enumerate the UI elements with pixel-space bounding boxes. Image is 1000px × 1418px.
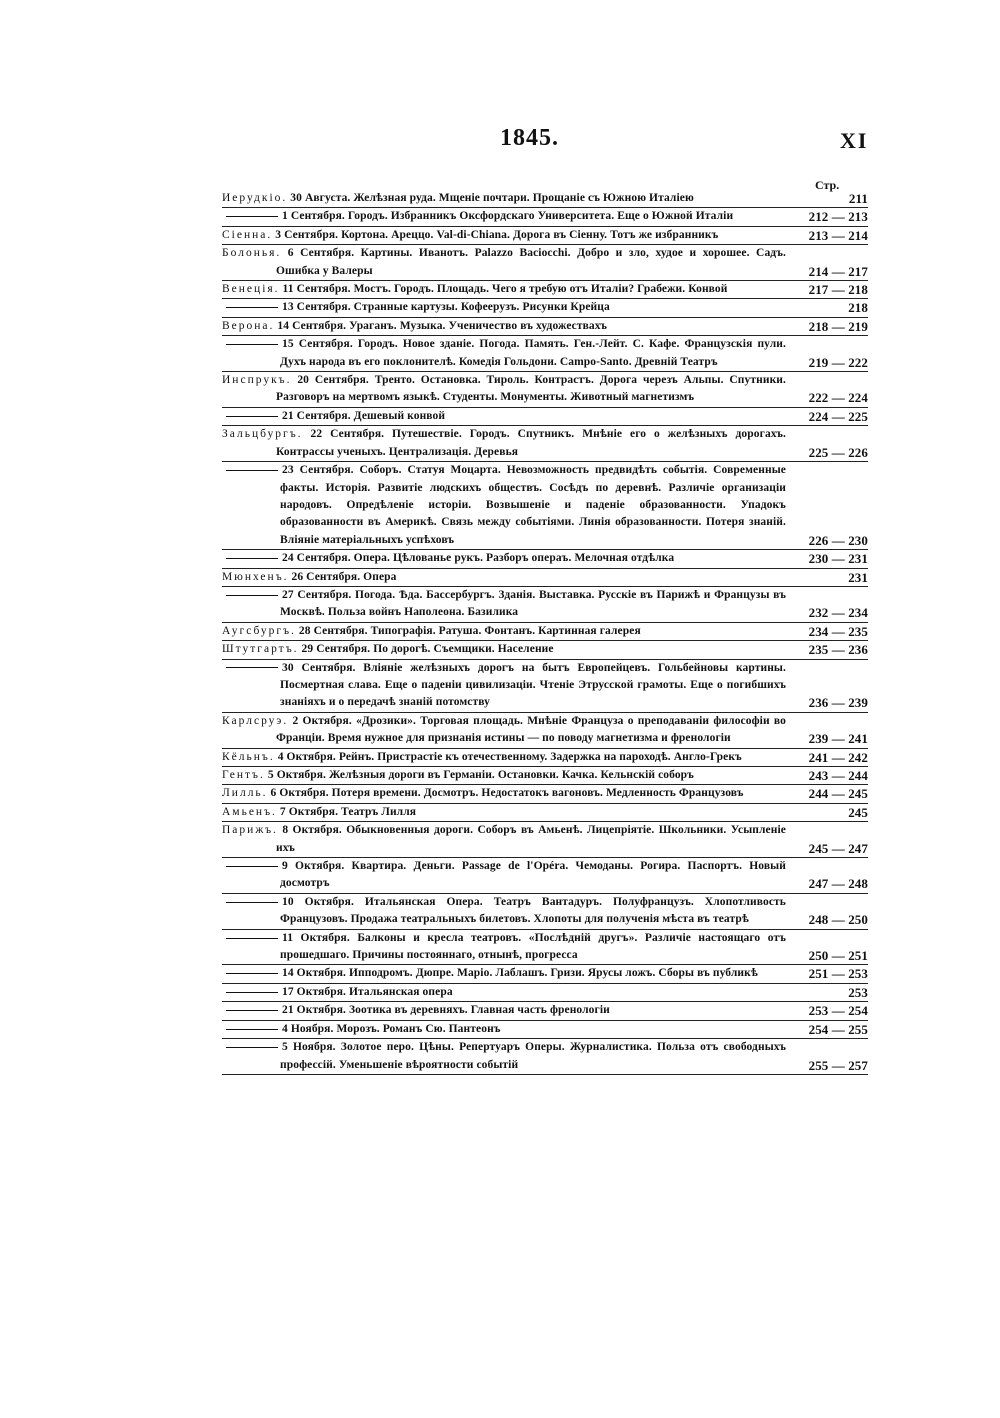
toc-place-name: Верона. [222,319,275,332]
toc-entry [222,623,868,641]
toc-entry-description: 2 Октября. «Дрозики». Торговая площадь. Мнѣніе Француза о преподаваніи философіи во Франціи. Время нужное для признанія истины — по поводу магнетизма и френологіи [276,714,786,745]
toc-entry [222,1002,868,1020]
toc-page-range: 247 — 248 [808,876,868,892]
toc-page-range: 250 — 251 [808,948,868,964]
toc-page-range: 241 — 242 [808,749,868,765]
toc-entry-text [222,462,786,549]
ditto-dash [226,558,278,559]
toc-entry-text [222,550,786,567]
toc-entry-text [222,408,786,425]
toc-page-range: 225 — 226 [808,444,868,460]
toc-page-range: 226 — 230 [808,532,868,548]
toc-place-name: Амьенъ. [222,805,277,818]
toc-entry-text [222,1021,786,1038]
toc-entry-text [222,281,786,298]
ditto-dash [226,667,278,668]
toc-entry-description: 30 Сентября. Вліяніе желѣзныхъ дорогъ на бытъ Европейцевъ. Гольбейновы картины. Посмертная слава. Еще о паденіи цивилизаціи. Чтеніе Этрусской грамоты. Еще о погибшихъ знаніяхъ и о передачѣ знаній потомству [280,661,786,709]
ditto-dash [226,866,278,867]
toc-entry-description: 8 Октября. Обыкновенныя дороги. Соборъ въ Амьенѣ. Лицепріятіе. Школьники. Усыпленіе ихъ [276,824,786,854]
toc-entry [222,894,868,930]
toc-place-name: Мюнхенъ. [222,570,289,583]
toc-page-range: 218 [848,300,868,316]
toc-page-range: 253 [848,984,868,1000]
toc-entry-text [222,641,786,658]
toc-page-range: 245 — 247 [808,840,868,856]
toc-entry [222,299,868,317]
toc-entry-description: 6 Сентября. Картины. Иванотъ. Palazzo Baciocchi. Добро и зло, худое и хорошее. Садъ. Ошибка у Валеры [276,247,786,277]
toc-entry-description: 21 Сентября. Дешевый конвой [282,409,446,422]
toc-entry [222,190,868,208]
toc-entry-text [222,227,786,244]
ditto-dash [226,992,278,993]
toc-place-name: Парижъ. [222,824,278,837]
toc-entry [222,1021,868,1039]
toc-page-range: 211 [848,191,868,206]
toc-entry-text [222,318,786,335]
toc-entry-description: 21 Октября. Зоотика въ деревняхъ. Главная часть френологіи [282,1004,610,1017]
toc-entry-description: 5 Ноября. Золотое перо. Цѣны. Репертуаръ Оперы. Журналистика. Польза отъ свободныхъ профессій. Уменьшеніе вѣроятности событій [280,1041,786,1071]
ditto-dash [226,595,278,596]
toc-entry-description: 26 Сентября. Опера [291,570,397,583]
toc-entry-description: 30 Августа. Желѣзная руда. Мщеніе почтари. Прощаніе съ Южною Италіею [290,192,694,204]
toc-entry-text [222,569,786,586]
toc-entry [222,462,868,550]
toc-entry-text [222,894,786,929]
toc-entry [222,930,868,966]
toc-entry-description: 10 Октября. Итальянская Опера. Театръ Вантадуръ. Полуфранцузъ. Хлопотливость Французовъ. Продажа театральныхъ билетовъ. Хлопоты для полученія мѣста въ театрѣ [280,895,786,926]
toc-entry [222,767,868,785]
toc-entry-text [222,713,786,748]
toc-entry-description: 28 Сентября. Типографія. Ратуша. Фонтанъ. Картинная галерея [298,624,641,637]
ditto-dash [226,216,278,217]
toc-entry [222,785,868,803]
toc-place-name: Инспрукъ. [222,374,292,387]
toc-entry [222,372,868,408]
toc-place-name: Иерудкіо. [222,192,288,204]
toc-entry [222,336,868,372]
toc-entry-description: 11 Октября. Балконы и кресла театровъ. «Послѣдній другъ». Различіе настоящаго отъ прошедшаго. Причины постояннаго, отнынѣ, прогресса [280,931,786,962]
toc-entry-text [222,660,786,712]
toc-entry [222,587,868,623]
ditto-dash [226,344,278,345]
toc-entry-text [222,190,786,207]
toc-entry-description: 29 Сентября. По дорогѣ. Съемщики. Население [301,643,554,656]
toc-entry-description: 5 Октября. Желѣзныя дороги въ Германіи. Остановки. Качка. Кельнскій соборъ [267,769,694,781]
toc-entry [222,227,868,245]
toc-page-range: 217 — 218 [808,282,868,298]
toc-entry [222,804,868,822]
toc-place-name: Зальцбургъ. [222,428,303,441]
toc-page-range: 239 — 241 [808,731,868,747]
toc-entry [222,408,868,426]
toc-entry-text [222,245,786,280]
toc-entry-description: 14 Сентября. Ураганъ. Музыка. Ученичество въ художествахъ [277,319,607,332]
ditto-dash [226,902,278,903]
year-heading: 1845. [500,125,559,151]
toc-page-range: 213 — 214 [808,227,868,243]
toc-page-range: 255 — 257 [808,1057,868,1073]
ditto-dash [226,938,278,939]
toc-page-range: 248 — 250 [808,912,868,928]
toc-place-name: Лилль. [222,787,268,800]
table-of-contents [222,190,868,1075]
toc-entry-description: 13 Сентября. Странные картузы. Кофеерузъ. Рисунки Крейца [282,301,610,314]
pages-column-label: Стр. [815,178,840,192]
ditto-dash [226,307,278,308]
toc-entry-text [222,299,786,316]
page-number: XI [840,128,869,153]
toc-entry-text [222,930,786,965]
toc-entry [222,749,868,767]
toc-entry-text [222,804,786,821]
toc-entry-description: 1 Сентября. Городъ. Избранникъ Оксфордскаго Университета. Еще о Южной Италіи [282,210,734,223]
toc-entry-description: 27 Сентября. Погода. Ѣда. Бассербургъ. Зданія. Выставка. Русскіе въ Парижѣ и Французы въ Москвѣ. Польза войнъ Наполеона. Базилика [280,588,786,619]
toc-place-name: Штутгартъ. [222,643,299,656]
toc-entry-description: 3 Сентября. Кортона. Ареццо. Val-di-Chiana. Дорога въ Сіенну. Тотъ же избранникъ [275,228,719,241]
toc-entry-text [222,767,786,784]
toc-entry-description: 4 Октября. Рейнъ. Пристрастіе къ отечественному. Задержка на пароходѣ. Англо-Грекъ [277,750,742,763]
toc-entry-text [222,587,786,622]
ditto-dash [226,973,278,974]
toc-entry-text [222,965,786,982]
toc-entry-text [222,208,786,225]
toc-entry [222,965,868,983]
toc-entry-description: 17 Октября. Итальянская опера [282,985,453,998]
toc-entry-description: 24 Сентября. Опера. Цѣлованье рукъ. Разборъ операъ. Мелочная отдѣлка [282,552,675,565]
ditto-dash [226,416,278,417]
toc-entry-text [222,426,786,461]
toc-place-name: Карлсруэ. [222,714,289,727]
toc-entry [222,713,868,749]
ditto-dash [226,1029,278,1030]
toc-page-range: 253 — 254 [808,1003,868,1019]
toc-entry [222,550,868,568]
toc-entry [222,984,868,1002]
toc-page-range: 236 — 239 [808,695,868,711]
toc-page-range: 244 — 245 [808,786,868,802]
toc-page-range: 222 — 224 [808,390,868,406]
toc-entry-text [222,822,786,857]
toc-entry [222,858,868,894]
ditto-dash [226,1047,278,1048]
toc-entry-description: 14 Октября. Ипподромъ. Дюпре. Маріо. Лаблашъ. Гризи. Ярусы ложъ. Сборы въ публикѣ [282,967,758,980]
toc-entry-text [222,336,786,371]
toc-entry-description: 6 Октября. Потеря времени. Досмотръ. Недостатокъ вагоновъ. Медленность Французовъ [270,787,744,800]
toc-entry-text [222,623,786,640]
toc-entry-text [222,749,786,766]
toc-entry-description: 20 Сентября. Тренто. Остановка. Тироль. Контрастъ. Дорога черезъ Альпы. Спутники. Разговоръ на мертвомъ языкѣ. Студенты. Монументы. Животный магнетизмъ [276,374,786,404]
toc-page-range: 219 — 222 [808,354,868,370]
toc-page-range: 235 — 236 [808,642,868,658]
toc-page-range: 254 — 255 [808,1021,868,1037]
toc-page-range: 231 [848,569,868,585]
toc-place-name: Сіенна. [222,228,273,241]
toc-entry-text [222,372,786,407]
toc-entry-text [222,1039,786,1074]
toc-entry-description: 4 Ноября. Морозъ. Романъ Сю. Пантеонъ [282,1022,501,1035]
toc-page-range: 224 — 225 [808,408,868,424]
toc-entry [222,208,868,226]
ditto-dash [226,470,278,471]
toc-entry-text [222,984,786,1001]
toc-page-range: 212 — 213 [808,209,868,225]
toc-page-range: 234 — 235 [808,623,868,639]
toc-entry-description: 7 Октября. Театръ Лилля [279,805,417,818]
toc-entry [222,318,868,336]
toc-place-name: Гентъ. [222,769,265,781]
ditto-dash [226,1010,278,1011]
toc-place-name: Венеція. [222,283,280,296]
toc-entry-text [222,785,786,802]
toc-entry-description: 15 Сентября. Городъ. Новое зданіе. Погода. Память. Ген.-Лейт. С. Кафе. Французскія пули. Духъ народа въ его поклонителѣ. Комедія Гольдони. Campo-Santo. Древній Театръ [280,338,786,368]
toc-page-range: 218 — 219 [808,318,868,334]
toc-entry [222,281,868,299]
toc-entry-description: 23 Сентября. Соборъ. Статуя Моцарта. Невозможность предвидѣть событія. Современные факты. Исторія. Развитіе людскихъ обществъ. Сосѣдъ по деревнѣ. Различіе организаціи народовъ. Опредѣленіе исторіи. Возвышеніе и паденіе образованности. Упадокъ образованности въ Америкѣ. Связь между событіями. Линія образованности. Потеря знаній. Вліяніе матеріальныхъ успѣховъ [280,464,786,546]
toc-page-range: 214 — 217 [808,263,868,279]
toc-entry [222,660,868,713]
toc-entry [222,569,868,587]
toc-entry [222,1039,868,1075]
toc-entry [222,426,868,462]
toc-entry-text [222,858,786,893]
toc-page-range: 230 — 231 [808,551,868,567]
toc-page-range: 243 — 244 [808,768,868,783]
toc-entry [222,641,868,659]
toc-entry [222,245,868,281]
toc-page-range: 245 [848,804,868,820]
toc-page-range: 232 — 234 [808,605,868,621]
toc-entry-description: 9 Октября. Квартира. Деньги. Passage de l'Opéra. Чемоданы. Рогира. Паспортъ. Новый досмотръ [280,860,786,890]
toc-entry [222,822,868,858]
toc-place-name: Кёльнъ. [222,750,275,763]
toc-entry-description: 11 Сентября. Мостъ. Городъ. Площадь. Чего я требую отъ Италіи? Грабежи. Конвой [282,283,728,296]
toc-entry-text [222,1002,786,1019]
toc-page-range: 251 — 253 [808,966,868,982]
toc-place-name: Болонья. [222,247,282,260]
toc-entry-description: 22 Сентября. Путешествіе. Городъ. Спутникъ. Мнѣніе его о желѣзныхъ дорогахъ. Контрассы ученыхъ. Централизація. Деревья [276,428,786,458]
toc-place-name: Аугсбургъ. [222,624,296,637]
